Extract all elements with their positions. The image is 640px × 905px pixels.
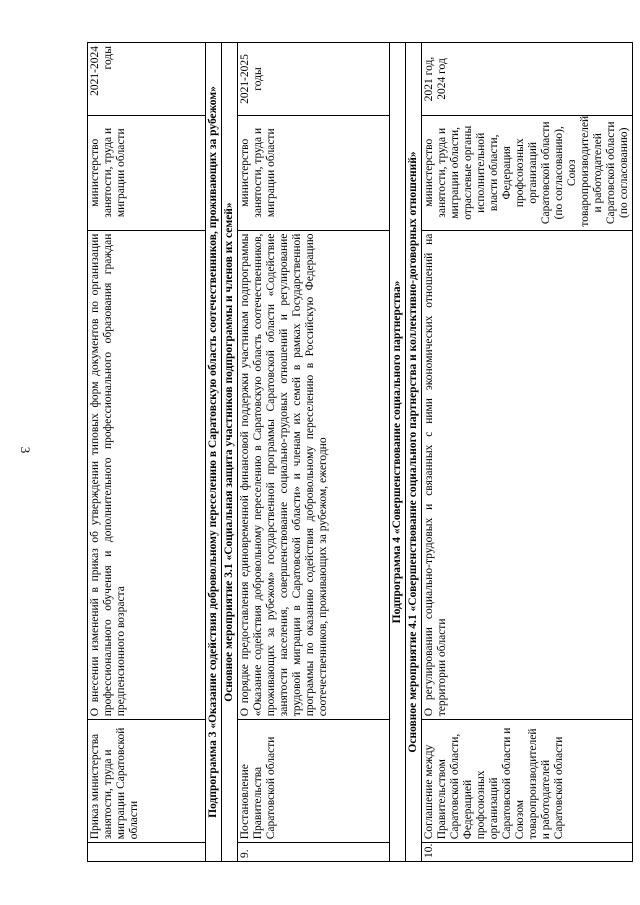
subprogram-row [206,43,222,862]
table-row [88,43,206,862]
row-number: 9. [238,843,390,862]
page-number: 3 [18,446,33,454]
document-content: О внесении изменений в приказ об утверждении типовых форм документов по организации профессионального обучения и дополнительного профессионального образования граждан предпенсионного возраста [88,230,206,720]
executor: министерство занятости, труда и миграции области [238,115,390,230]
measure-4-1-title: Основное мероприятие 4.1 «Совершенствование социального партнерства и коллективно-договорных отношений» [406,43,422,862]
subprogram-row [390,43,406,862]
table-row [238,43,390,862]
document-content: О порядке предоставления единовременной финансовой поддержки участникам подпрограммы «Оказание содействия добровольному переселению в Саратовскую область соотечественников, проживающих за рубежом» государственной программы Саратовской области «Содействие занятости населения, совершенствование социально-трудовых отношений и регулирование трудовой миграции в Саратовской области» и членам их семей в рамках Государственной программы по оказанию содействия добровольному переселению в Российскую Федерацию соотечественников, проживающих за рубежом, ежегодно [238,230,390,720]
measure-3-1-title: Основное мероприятие 3.1 «Социальная защита участников подпрограммы и членов их семей» [222,43,238,862]
row-number: 10. [422,843,633,862]
document-content: О регулировании социально-трудовых и связанных с ними экономических отношений на территории области [422,230,633,720]
document-type: Соглашение между Правительством Саратовской области, Федерацией профсоюзных организаций Саратовской области и Союзом товаропроизводителей и работодателей Саратовской области [422,720,633,843]
measures-table [87,42,633,862]
table-row [422,43,633,862]
measure-row [222,43,238,862]
measure-row [406,43,422,862]
row-number [88,843,206,862]
term: 2021-2024 годы [88,43,206,116]
rotated-table-container [87,42,640,862]
subprogram-3-title: Подпрограмма 3 «Оказание содействия добровольному переселению в Саратовскую область соотечественников, проживающих за рубежом» [206,43,222,862]
term: 2021 год, 2024 год [422,43,633,116]
document-type: Приказ министерства занятости, труда и миграции Саратовской области [88,720,206,843]
subprogram-4-title: Подпрограмма 4 «Совершенствование социального партнерства» [390,43,406,862]
document-type: Постановление Правительства Саратовской области [238,720,390,843]
executor: министерство занятости, труда и миграции области, отраслевые органы исполнительной власти области, Федерация профсоюзных организаций Саратовской области (по согласованию), Союз товаропроизводителей и работодателей Саратовской области (по согласованию) [422,115,633,230]
executor: министерство занятости, труда и миграции области [88,115,206,230]
term: 2021-2025 годы [238,43,390,116]
